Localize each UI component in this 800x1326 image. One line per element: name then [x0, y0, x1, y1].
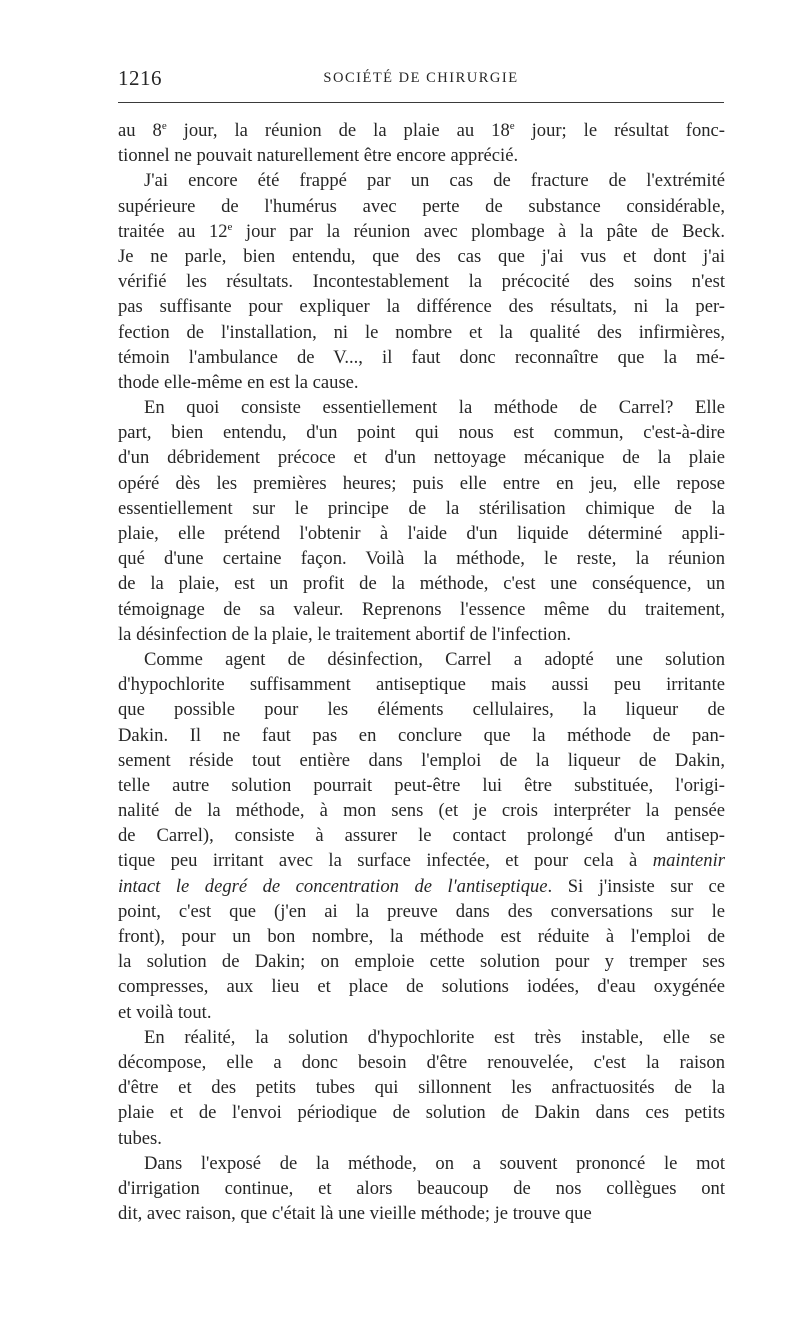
text-line: qué d'une certaine façon. Voilà la méthode, le reste, la réunion — [118, 548, 725, 570]
text-line: sement réside tout entière dans l'emploi de la liqueur de Dakin, — [118, 749, 725, 771]
text-line: compresses, aux lieu et place de solutions iodées, d'eau oxygénée — [118, 976, 725, 998]
text-line: traitée au 12e jour par la réunion avec plombage à la pâte de Beck. — [118, 220, 725, 242]
text-line: et voilà tout. — [118, 1001, 212, 1023]
running-head: SOCIÉTÉ DE CHIRURGIE — [323, 70, 519, 86]
text-line: telle autre solution pourrait peut-être lui être substituée, l'origi- — [118, 774, 725, 796]
text-line: d'un débridement précoce et d'un nettoyage mécanique de la plaie — [118, 447, 725, 469]
text-line: opéré dès les premières heures; puis elle entre en jeu, elle repose — [118, 472, 725, 494]
text-line: part, bien entendu, d'un point qui nous est commun, c'est-à-dire — [118, 422, 725, 444]
paragraph — [118, 168, 725, 395]
text-line: tionnel ne pouvait naturellement être encore apprécié. — [118, 145, 519, 167]
text-line: témoignage de sa valeur. Reprenons l'essence même du traitement, — [118, 598, 725, 620]
text-line: intact le degré de concentration de l'antiseptique. Si j'insiste sur ce — [118, 875, 725, 897]
text-line: la solution de Dakin; on emploie cette solution pour y tremper ses — [118, 951, 725, 973]
text-line: témoin l'ambulance de V..., il faut donc reconnaître que la mé- — [118, 346, 725, 368]
text-line: front), pour un bon nombre, la méthode est réduite à l'emploi de — [118, 926, 725, 947]
text-line: de la plaie, est un profit de la méthode, c'est une conséquence, un — [118, 573, 725, 595]
text-line: tubes. — [118, 1127, 162, 1149]
page-number: 1216 — [118, 66, 162, 90]
text-line: J'ai encore été frappé par un cas de fracture de l'extrémité — [144, 170, 725, 192]
text-line: d'être et des petits tubes qui sillonnent les anfractuosités de la — [118, 1077, 725, 1099]
text-line: nalité de la méthode, à mon sens (et je crois interpréter la pensée — [118, 800, 725, 822]
text-line: thode elle-même en est la cause. — [118, 371, 359, 393]
text-line: fection de l'installation, ni le nombre et la qualité des infirmières, — [118, 321, 725, 343]
text-line: Dans l'exposé de la méthode, on a souvent prononcé le mot — [144, 1152, 725, 1174]
paragraph — [118, 118, 725, 168]
text-line: En réalité, la solution d'hypochlorite est très instable, elle se — [144, 1026, 725, 1048]
text-line: la désinfection de la plaie, le traitement abortif de l'infection. — [118, 623, 572, 645]
paragraph — [118, 395, 725, 647]
text-line: de Carrel), consiste à assurer le contact prolongé d'un antisep- — [118, 825, 725, 847]
text-line: essentiellement sur le principe de la stérilisation chimique de la — [118, 497, 725, 519]
text-line: Comme agent de désinfection, Carrel a adopté une solution — [144, 648, 725, 670]
text-line: tique peu irritant avec la surface infectée, et pour cela à maintenir — [118, 850, 725, 872]
text-line: décompose, elle a donc besoin d'être renouvelée, c'est la raison — [118, 1051, 725, 1073]
text-line: supérieure de l'humérus avec perte de substance considérable, — [118, 195, 725, 217]
text-line: d'irrigation continue, et alors beaucoup de nos collègues ont — [118, 1177, 725, 1199]
text-line: vérifié les résultats. Incontestablement la précocité des soins n'est — [118, 271, 725, 293]
body-text — [118, 118, 725, 1226]
text-line: plaie et de l'envoi périodique de solution de Dakin dans ces petits — [118, 1102, 725, 1124]
text-line: En quoi consiste essentiellement la méthode de Carrel? Elle — [144, 397, 725, 419]
text-line: dit, avec raison, que c'était là une vieille méthode; je trouve que — [118, 1203, 592, 1225]
paragraph — [118, 647, 725, 1025]
paragraph — [118, 1025, 725, 1151]
text-line: point, c'est que (j'en ai la preuve dans des conversations sur le — [118, 900, 725, 922]
text-line: d'hypochlorite suffisamment antiseptique mais aussi peu irritante — [118, 674, 725, 696]
text-line: plaie, elle prétend l'obtenir à l'aide d'un liquide déterminé appli- — [118, 523, 725, 544]
text-line: que possible pour les éléments cellulaires, la liqueur de — [118, 699, 725, 721]
text-line: Dakin. Il ne faut pas en conclure que la méthode de pan- — [118, 724, 725, 746]
header-rule — [118, 102, 724, 103]
text-line: Je ne parle, bien entendu, que des cas que j'ai vus et dont j'ai — [118, 245, 725, 267]
paragraph — [118, 1151, 725, 1227]
text-line: pas suffisante pour expliquer la différence des résultats, ni la per- — [118, 296, 725, 318]
text-line: au 8e jour, la réunion de la plaie au 18e jour; le résultat fonc- — [118, 119, 725, 141]
page-header — [118, 64, 724, 92]
